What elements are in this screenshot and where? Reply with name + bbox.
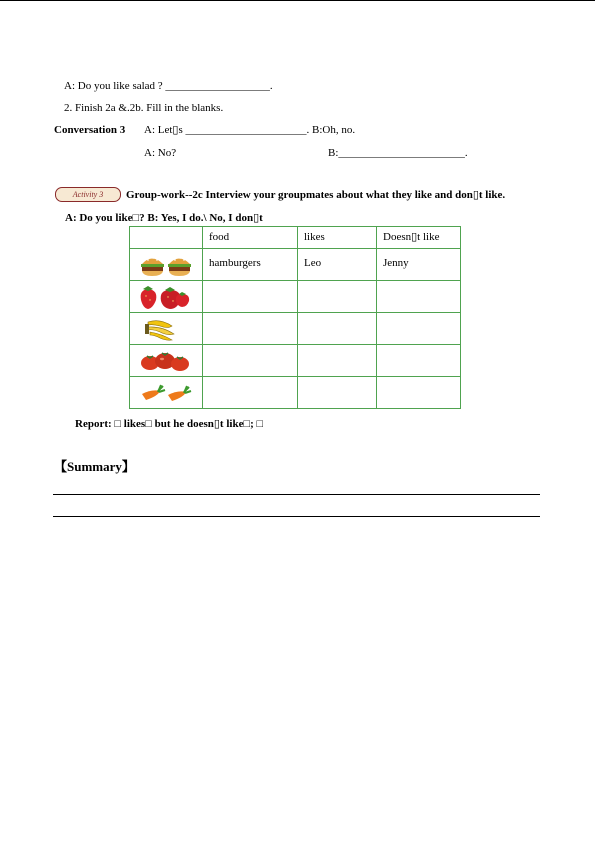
row-3-dislikes <box>377 313 461 345</box>
activity-title: Group-work--2c Interview your groupmates about what they like and don▯t like. <box>126 189 506 201</box>
activity-badge: Activity 3 <box>55 187 121 202</box>
row-2-likes <box>298 281 377 313</box>
line-finish-2a: 2. Finish 2a &.2b. Fill in the blanks. <box>64 102 224 114</box>
conversation-3-a-no: A: No? <box>144 147 177 159</box>
header-likes: likes <box>298 227 377 249</box>
page-top-border <box>0 0 595 1</box>
row-4-food <box>203 345 298 377</box>
activity-prompt: A: Do you like□? B: Yes, I do.\ No, I don▯t <box>65 212 263 224</box>
row-1-food: hamburgers <box>203 249 298 281</box>
header-picture-cell <box>130 227 203 249</box>
table-row <box>130 281 461 313</box>
interview-table <box>129 226 461 409</box>
conversation-3-line-1: A: Let▯s ______________________. B:Oh, no. <box>144 124 356 136</box>
row-5-dislikes <box>377 377 461 409</box>
hamburger-icon <box>138 252 194 278</box>
report-line: Report: □ likes□ but he doesn▯t like□; □ <box>75 418 264 430</box>
table-row <box>130 377 461 409</box>
conversation-3-label: Conversation 3 <box>54 124 126 136</box>
row-4-dislikes <box>377 345 461 377</box>
summary-heading: 【Summary】 <box>54 459 135 474</box>
table-header-row <box>130 227 461 249</box>
row-1-likes: Leo <box>298 249 377 281</box>
row-5-likes <box>298 377 377 409</box>
row-3-food <box>203 313 298 345</box>
header-doesnt-like: Doesn▯t like <box>377 227 461 249</box>
row-4-likes <box>298 345 377 377</box>
table-row <box>130 313 461 345</box>
table-row <box>130 249 461 281</box>
row-5-food <box>203 377 298 409</box>
row-3-likes <box>298 313 377 345</box>
row-1-dislikes: Jenny <box>377 249 461 281</box>
summary-answer-line-2 <box>53 516 540 517</box>
banana-icon <box>138 316 194 342</box>
summary-answer-line-1 <box>53 494 540 495</box>
tomato-icon <box>138 348 194 374</box>
row-2-food <box>203 281 298 313</box>
table-row <box>130 345 461 377</box>
strawberry-icon <box>138 284 194 310</box>
row-2-dislikes <box>377 281 461 313</box>
header-food: food <box>203 227 298 249</box>
carrot-icon <box>138 380 194 406</box>
line-a-salad: A: Do you like salad ? ___________________. <box>64 80 273 92</box>
conversation-3-b-blank: B:_______________________. <box>328 147 468 159</box>
